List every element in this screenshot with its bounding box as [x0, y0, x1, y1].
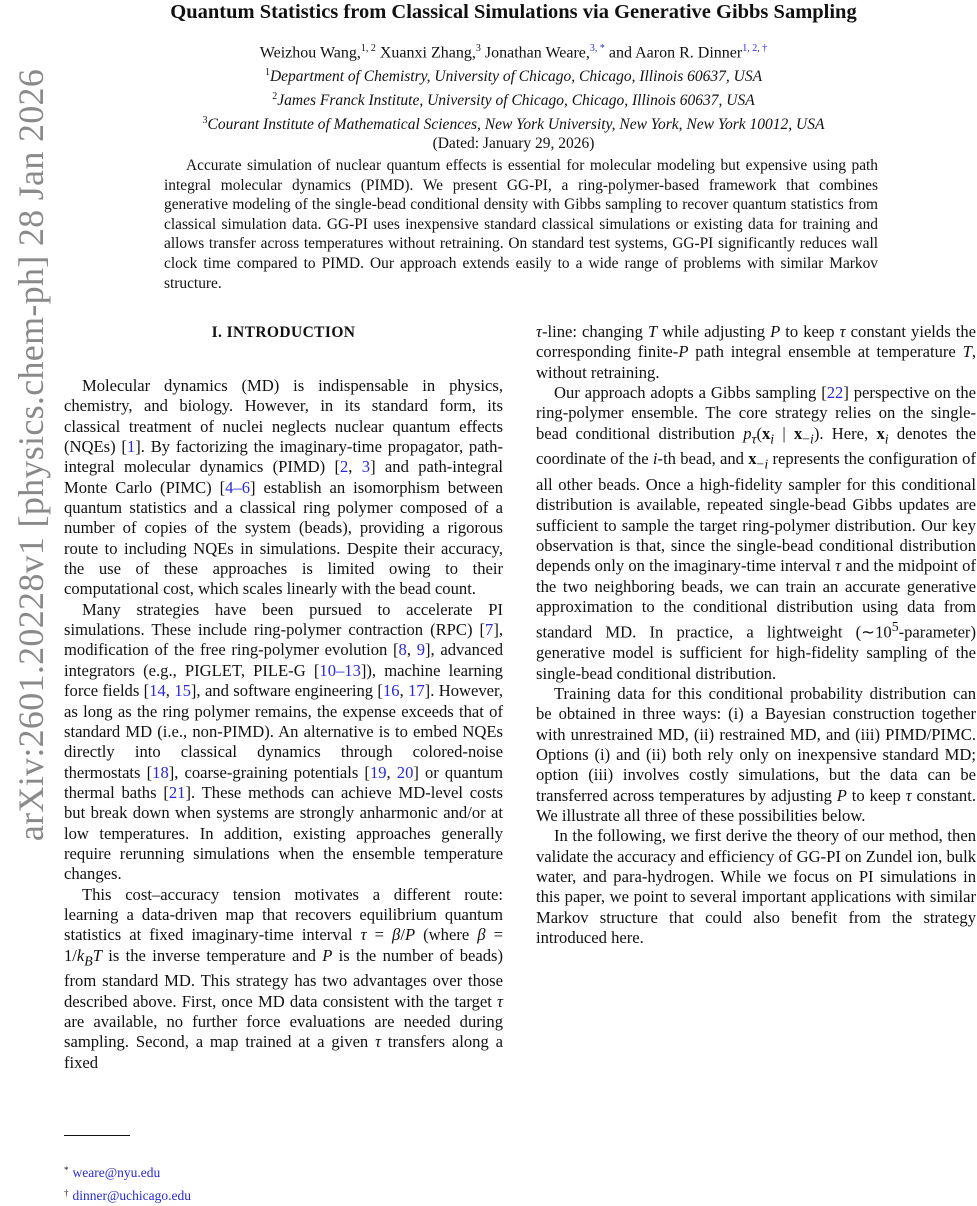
footnote [64, 1160, 191, 1183]
author-name: Xuanxi Zhang, [379, 44, 476, 62]
citation-link[interactable]: 16 [382, 681, 400, 701]
affiliation-line: $^1$Department of Chemistry, University of Chicago, Chicago, Illinois 60637, USA [264, 67, 763, 86]
author-affiliation-marker[interactable]: 1, 2, † [742, 43, 768, 54]
paragraph: τ-line: changing T while adjusting P to keep τ constant yields the corresponding finite-P path integral ensemble at temperature T, without retraining. [536, 322, 977, 382]
abstract: Accurate simulation of nuclear quantum effects is essential for molecular modeling but expensive using path integral molecular dynamics (PIMD). We present GG-PI, a ring-polymer-based framework that combines generative modeling of the single-bead conditional density with Gibbs sampling to recover quantum statistics from classical simulation data. GG-PI uses inexpensive standard classical simulations or existing data for training and allows transfer across temperatures without retraining. On standard test systems, GG-PI significantly reduces wall clock time compared to PIMD. Our approach extends easily to a wide range of problems with similar Markov structure. [164, 157, 878, 292]
right-column [536, 322, 976, 948]
author-name: Jonathan Weare, [484, 44, 590, 62]
section-heading: I. INTRODUCTION [211, 324, 356, 341]
arxiv-identifier: arXiv:2601.20228v1 [physics.chem-ph] 28 Jan 2026 [11, 68, 51, 842]
affiliation-line: $^2$James Franck Institute, University of Chicago, Chicago, Illinois 60637, USA [272, 90, 755, 110]
citation-link[interactable]: 8 [398, 640, 407, 660]
author-affiliation-marker: 1, 2 [360, 43, 376, 54]
footnote-mark: * [64, 1165, 69, 1175]
citation-link[interactable]: 17 [408, 681, 425, 701]
author-name: and Aaron R. Dinner [608, 44, 743, 62]
paragraph: Many strategies have been pursued to accelerate PI simulations. These include ring-polymer contraction (RPC) [7], modification of the free ring-polymer evolution [8, 9], advanced integrators (e.g., PIGLET, PILE-G [10–13]), machine learning force fields [14, 15], and software engineering [16, 17]. However, as long as the ring polymer remains, the expense exceeds that of standard MD (i.e., non-PIMD). An alternative is to embed NQEs directly into classical dynamics through colored-noise thermostats [18], coarse-graining potentials [19, 20] or quantum thermal baths [21]. These methods can achieve MD-level costs but break down when systems are strongly anharmonic and/or at low temperatures. In addition, existing approaches generally require rerunning simulations when the ensemble temperature changes. [64, 599, 504, 884]
paragraph: Our approach adopts a Gibbs sampling [22] perspective on the ring-polymer ensemble. The core strategy relies on the single-bead conditional distribution $p_\tau(x_i$ | $x_{-i}$). Here, $x_i$ denotes the coordinate of the i-th bead, and $x_{-i}$ represents the configuration of all other beads. Once a high-fidelity sampler for this conditional distribution is available, repeated single-bead Gibbs updates are sufficient to sample the target ring-polymer distribution. Our key observation is that, since the single-bead conditional distribution depends only on the imaginary-time interval τ and the midpoint of the two neighboring beads, we can train an accurate generative approximation to the conditional distribution using data from standard MD. In practice, a lightweight $(\sim 10^5-parameter)$ generative model is sufficient for high-fidelity sampling of the single-bead conditional distribution. [536, 383, 977, 683]
footnote-divider [64, 1135, 130, 1136]
citation-link[interactable]: 10–13 [319, 660, 361, 680]
paragraph: In the following, we first derive the theory of our method, then validate the accuracy and efficiency of GG-PI on Zundel ion, bulk water, and para-hydrogen. While we focus on PI simulations in this paper, we point to several important applications with similar Markov structure that could also benefit from the strategy introduced here. [536, 826, 976, 948]
citation-link[interactable]: 20 [396, 762, 414, 782]
footnotes [64, 1160, 191, 1206]
author-name: Weizhou Wang, [259, 44, 361, 62]
citation-link[interactable]: 4–6 [225, 477, 251, 497]
footnote-mark: † [64, 1188, 69, 1198]
citation-link[interactable]: 2 [340, 457, 349, 477]
citation-link[interactable]: 9 [416, 640, 425, 660]
citation-link[interactable]: 19 [369, 762, 387, 782]
date-line: (Dated: January 29, 2026) [432, 135, 595, 153]
citation-link[interactable]: 18 [152, 762, 169, 782]
citation-link[interactable]: 21 [168, 782, 186, 802]
email-link[interactable]: dinner@uchicago.edu [72, 1188, 192, 1203]
paper-title: Quantum Statistics from Classical Simulations via Generative Gibbs Sampling [170, 1, 857, 23]
author-affiliation-marker[interactable]: 3, * [589, 43, 605, 54]
paper-header [70, 0, 957, 154]
paragraph: This cost–accuracy tension motivates a different route: learning a data-driven map that recovers equilibrium quantum statistics at fixed imaginary-time interval τ = β/P (where $\beta = 1/k_BT$ is the inverse temperature and P is the number of beads) from standard MD. This strategy has two advantages over those described above. First, once MD data consistent with the target τ are available, no further force evaluations are needed during sampling. Second, a map trained at a given τ transfers along a fixed [64, 884, 503, 1072]
paragraph: Molecular dynamics (MD) is indispensable in physics, chemistry, and biology. However, in its standard form, its classical treatment of nuclei neglects nuclear quantum effects (NQEs) [1]. By factorizing the imaginary-time propagator, path-integral molecular dynamics (PIMD) [2, 3] and path-integral Monte Carlo (PIMC) [4–6] establish an isomorphism between quantum statistics and a classical ring polymer composed of a number of copies of the system (beads), providing a rigorous route to including NQEs in simulations. Despite their accuracy, the use of these approaches is limited owing to their computational cost, which scales linearly with the bead count. [64, 376, 503, 599]
citation-link[interactable]: 15 [174, 681, 191, 701]
author-affiliation-marker: 3 [475, 43, 481, 54]
email-link[interactable]: weare@nyu.edu [72, 1165, 161, 1180]
left-column [64, 322, 503, 1073]
footnote [64, 1183, 191, 1206]
citation-link[interactable]: 3 [361, 457, 371, 477]
citation-link[interactable]: 7 [485, 620, 494, 640]
citation-link[interactable]: 22 [826, 383, 844, 403]
citation-link[interactable]: 14 [149, 681, 166, 701]
paragraph: Training data for this conditional probability distribution can be obtained in three ways: (i) a Bayesian construction together with unrestrained MD, (ii) restrained MD, and (iii) PIMD/PIMC. Options (i) and (ii) both rely only on inexpensive standard MD; option (iii) involves costly simulations, but the data can be transferred across temperatures by adjusting P to keep τ constant. We illustrate all three of these possibilities below. [536, 684, 976, 826]
affiliation-line: $^3$Courant Institute of Mathematical Sciences, New York University, New York, New York 10012, USA [202, 114, 825, 133]
arxiv-sidebar [0, 0, 62, 842]
citation-link[interactable]: 1 [126, 437, 136, 457]
author-list [70, 39, 957, 63]
